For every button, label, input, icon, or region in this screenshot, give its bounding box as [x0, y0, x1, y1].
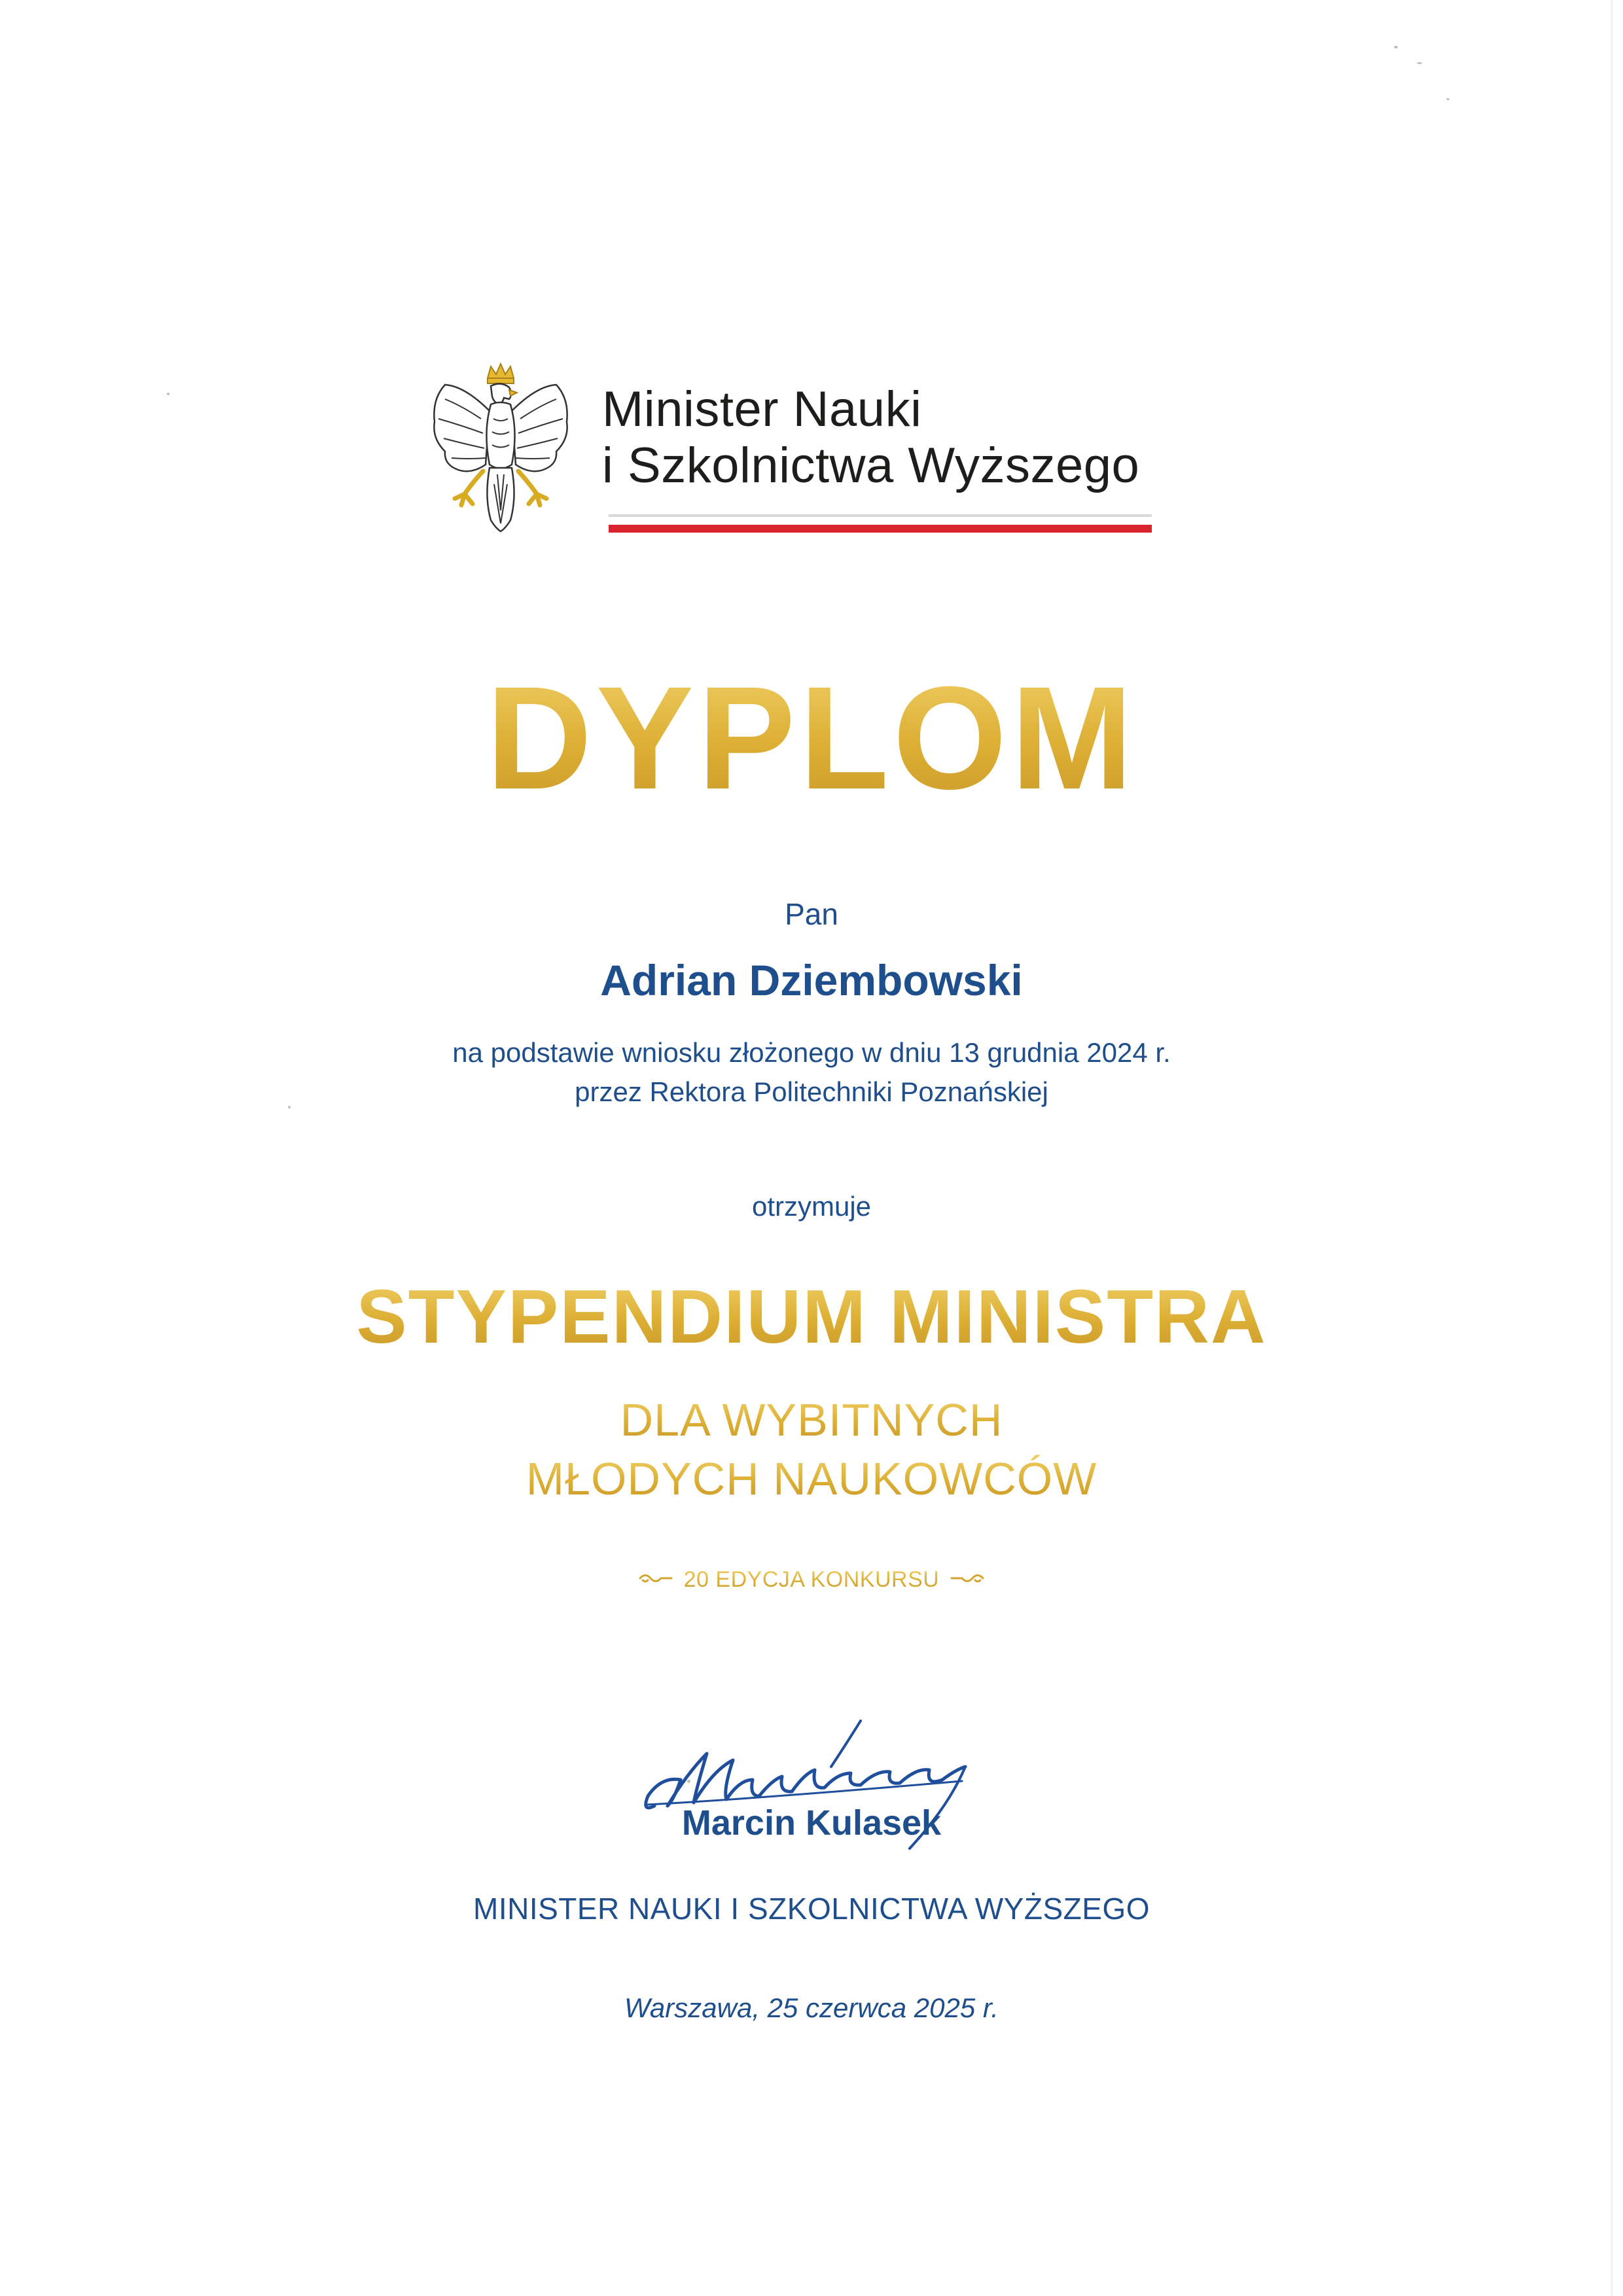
basis-line1: na podstawie wniosku złożonego w dniu 13 grudnia 2024 r.	[452, 1037, 1171, 1068]
flag-white-stripe	[609, 514, 1152, 517]
place-and-date: Warszawa, 25 czerwca 2025 r.	[624, 1992, 999, 2023]
award-subtitle-line2: MŁODYCH NAUKOWCÓW	[0, 1453, 1623, 1505]
white-eagle-emblem-icon	[425, 360, 576, 537]
scan-speck	[288, 1106, 291, 1108]
award-title: STYPENDIUM MINISTRA	[0, 1273, 1623, 1360]
flag-red-stripe	[609, 525, 1152, 533]
right-ornament-icon	[942, 1571, 992, 1589]
ministry-name-line1: Minister Nauki	[602, 381, 922, 437]
receives-text: otrzymuje	[751, 1191, 872, 1222]
recipient-salutation: Pan	[785, 897, 838, 931]
ministry-name-line2: i Szkolnictwa Wyższego	[602, 438, 1140, 493]
scan-speck	[687, 1780, 690, 1783]
scan-speck	[167, 393, 169, 395]
edition-text: 20 EDYCJA KONKURSU	[683, 1567, 940, 1592]
signatory-name: Marcin Kulasek	[681, 1803, 942, 1843]
diploma-title: DYPLOM	[0, 654, 1623, 822]
award-subtitle-line1: DLA WYBITNYCH	[0, 1394, 1623, 1446]
scan-speck	[1417, 62, 1422, 64]
scan-speck	[1394, 46, 1398, 48]
scan-speck	[1446, 98, 1450, 100]
signatory-role: MINISTER NAUKI I SZKOLNICTWA WYŻSZEGO	[473, 1892, 1150, 1926]
basis-line2: przez Rektora Politechniki Poznańskiej	[575, 1076, 1048, 1107]
recipient-name: Adrian Dziembowski	[600, 956, 1023, 1004]
left-ornament-icon	[631, 1571, 681, 1589]
scan-edge	[1611, 0, 1613, 2296]
edition-row	[0, 1567, 1623, 1593]
ministry-header	[425, 360, 1158, 543]
